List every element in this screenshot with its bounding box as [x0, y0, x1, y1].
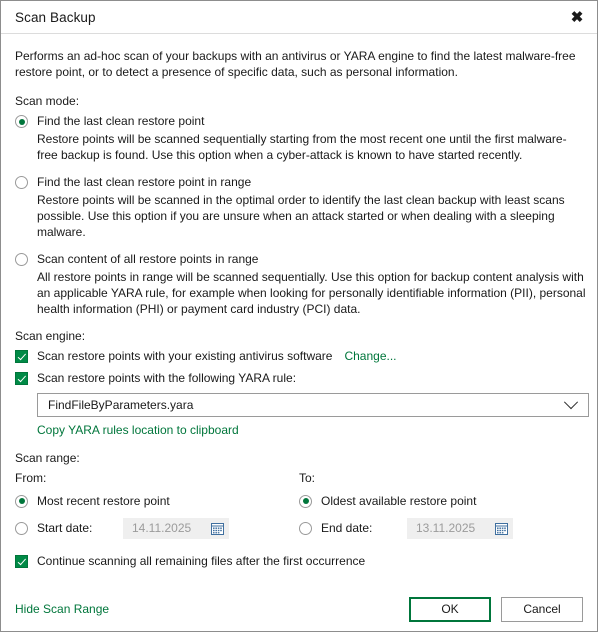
end-date-value: 13.11.2025 — [416, 521, 476, 535]
scan-range-to-column — [299, 471, 583, 546]
start-date-label: Start date: — [37, 521, 93, 535]
from-most-recent-row[interactable] — [15, 492, 299, 510]
cancel-button[interactable]: Cancel — [501, 597, 583, 622]
yara-rule-selected-value: FindFileByParameters.yara — [48, 398, 194, 412]
radio-icon[interactable] — [15, 253, 28, 266]
scan-mode-label: Scan mode: — [15, 94, 80, 108]
scan-mode-option-description: Restore points will be scanned in the optimal order to identify the last clean backup with least scans possible. Use this option if you are unsure when an attack started or when dealing with a sleeping malware. — [37, 193, 565, 239]
end-date-label: End date: — [321, 521, 373, 535]
to-oldest-row[interactable] — [299, 492, 583, 510]
scan-engine-label: Scan engine: — [15, 329, 86, 343]
scan-mode-option-description: All restore points in range will be scanned sequentially. Use this option for backup content analysis with an applicable YARA rule, for example when looking for personally identifiable information (PII), personal health information (PHI) or payment card industry (PCI) data. — [37, 270, 586, 316]
scan-range-label: Scan range: — [15, 451, 80, 465]
from-start-date-row[interactable] — [15, 519, 299, 537]
dialog-body — [1, 34, 597, 587]
scan-mode-option-last-clean-in-range[interactable] — [15, 175, 583, 190]
radio-icon[interactable] — [299, 522, 312, 535]
scan-range-columns — [15, 471, 583, 546]
to-end-date-row[interactable] — [299, 519, 583, 537]
to-header: To: — [299, 471, 316, 485]
checkbox-icon[interactable] — [15, 555, 28, 568]
checkbox-icon[interactable] — [15, 350, 28, 363]
scan-mode-option-description: Restore points will be scanned sequentially starting from the most recent one until the first malware-free backup is found. Use this option when a cyber-attack is known to have started recently. — [37, 132, 567, 162]
radio-icon[interactable] — [15, 522, 28, 535]
close-icon[interactable]: ✖ — [570, 8, 584, 26]
antivirus-checkbox-row[interactable] — [15, 349, 583, 363]
dialog-title: Scan Backup — [15, 9, 96, 25]
radio-icon[interactable] — [299, 495, 312, 508]
dialog-titlebar — [1, 1, 597, 34]
end-date-field[interactable] — [407, 518, 513, 539]
calendar-icon[interactable] — [495, 522, 508, 535]
scan-range-section — [15, 451, 583, 546]
dialog-footer — [1, 587, 597, 631]
radio-icon[interactable] — [15, 176, 28, 189]
checkbox-icon[interactable] — [15, 372, 28, 385]
radio-icon[interactable] — [15, 495, 28, 508]
chevron-down-icon[interactable] — [564, 395, 578, 409]
change-antivirus-link[interactable]: Change... — [344, 349, 397, 363]
scan-mode-option-label: Find the last clean restore point — [37, 114, 205, 128]
continue-scanning-row[interactable] — [15, 554, 583, 568]
calendar-icon[interactable] — [211, 522, 224, 535]
yara-rule-dropdown[interactable] — [37, 393, 589, 417]
antivirus-checkbox-label: Scan restore points with your existing antivirus software — [37, 349, 333, 363]
yara-checkbox-row[interactable] — [15, 371, 583, 385]
scan-range-from-column — [15, 471, 299, 546]
footer-buttons — [409, 597, 583, 622]
start-date-field[interactable] — [123, 518, 229, 539]
scan-mode-option-label: Scan content of all restore points in range — [37, 252, 259, 266]
yara-checkbox-label: Scan restore points with the following YARA rule: — [37, 371, 297, 385]
to-oldest-label: Oldest available restore point — [321, 493, 477, 508]
scan-mode-option-label: Find the last clean restore point in range — [37, 175, 252, 189]
intro-text: Performs an ad-hoc scan of your backups with an antivirus or YARA engine to find the latest malware-free restore point, or to detect a presence of specific data, such as personal information. — [15, 49, 576, 79]
copy-yara-location-link[interactable]: Copy YARA rules location to clipboard — [37, 423, 239, 437]
scan-mode-option-scan-content[interactable] — [15, 252, 583, 267]
start-date-value: 14.11.2025 — [132, 521, 192, 535]
continue-scanning-label: Continue scanning all remaining files after the first occurrence — [37, 554, 366, 568]
scan-mode-option-last-clean[interactable] — [15, 114, 583, 129]
from-most-recent-label: Most recent restore point — [37, 493, 170, 508]
hide-scan-range-link[interactable]: Hide Scan Range — [15, 602, 110, 616]
radio-icon[interactable] — [15, 115, 28, 128]
from-header: From: — [15, 471, 47, 485]
ok-button[interactable]: OK — [409, 597, 491, 622]
